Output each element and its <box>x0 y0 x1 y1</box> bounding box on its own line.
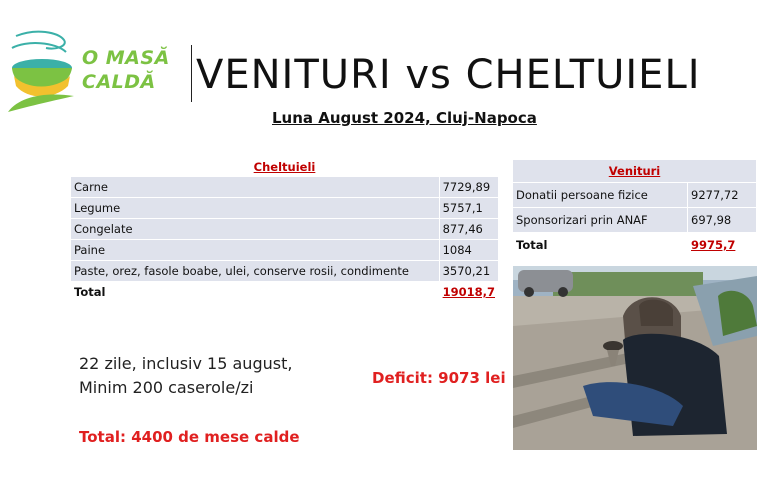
income-header: Venituri <box>513 160 756 183</box>
expense-label: Congelate <box>71 219 439 240</box>
schedule-note <box>79 352 292 400</box>
income-label: Sponsorizari prin ANAF <box>513 208 688 233</box>
table-row <box>71 240 498 261</box>
title-divider <box>191 45 192 102</box>
deficit-text: Deficit: 9073 lei <box>372 369 506 387</box>
expense-value: 1084 <box>439 240 498 261</box>
logo-line-2: CALDĂ <box>82 71 156 93</box>
income-table <box>513 160 756 258</box>
income-value: 9277,72 <box>688 183 757 208</box>
expenses-table <box>71 158 498 303</box>
table-row <box>513 183 756 208</box>
expenses-total-label: Total <box>71 282 439 303</box>
expense-value: 5757,1 <box>439 198 498 219</box>
expenses-total-row <box>71 282 498 303</box>
income-total-label: Total <box>513 233 688 258</box>
page-subtitle: Luna August 2024, Cluj-Napoca <box>272 109 537 127</box>
page-title: VENITURI vs CHELTUIELI <box>196 52 701 98</box>
table-row <box>71 261 498 282</box>
income-label: Donatii persoane fizice <box>513 183 688 208</box>
income-total-value: 9975,7 <box>688 233 757 258</box>
expense-value: 7729,89 <box>439 177 498 198</box>
expense-label: Paste, orez, fasole boabe, ulei, conserve rosii, condimente <box>71 261 439 282</box>
table-row <box>71 177 498 198</box>
expense-value: 3570,21 <box>439 261 498 282</box>
total-meals-text: Total: 4400 de mese calde <box>79 428 300 446</box>
expense-value: 877,46 <box>439 219 498 240</box>
income-value: 697,98 <box>688 208 757 233</box>
expenses-header: Cheltuieli <box>71 158 498 177</box>
schedule-line-2: Minim 200 caserole/zi <box>79 378 254 397</box>
expenses-total-value: 19018,7 <box>439 282 498 303</box>
table-row <box>71 198 498 219</box>
logo-wordmark <box>82 46 172 94</box>
o-masa-calda-logo <box>6 26 76 116</box>
photo-person-eating <box>513 266 757 450</box>
expense-label: Carne <box>71 177 439 198</box>
table-row <box>71 219 498 240</box>
table-row <box>513 208 756 233</box>
income-total-row <box>513 233 756 258</box>
expense-label: Paine <box>71 240 439 261</box>
schedule-line-1: 22 zile, inclusiv 15 august, <box>79 354 293 373</box>
logo-line-1: O MASĂ <box>82 47 170 69</box>
expense-label: Legume <box>71 198 439 219</box>
